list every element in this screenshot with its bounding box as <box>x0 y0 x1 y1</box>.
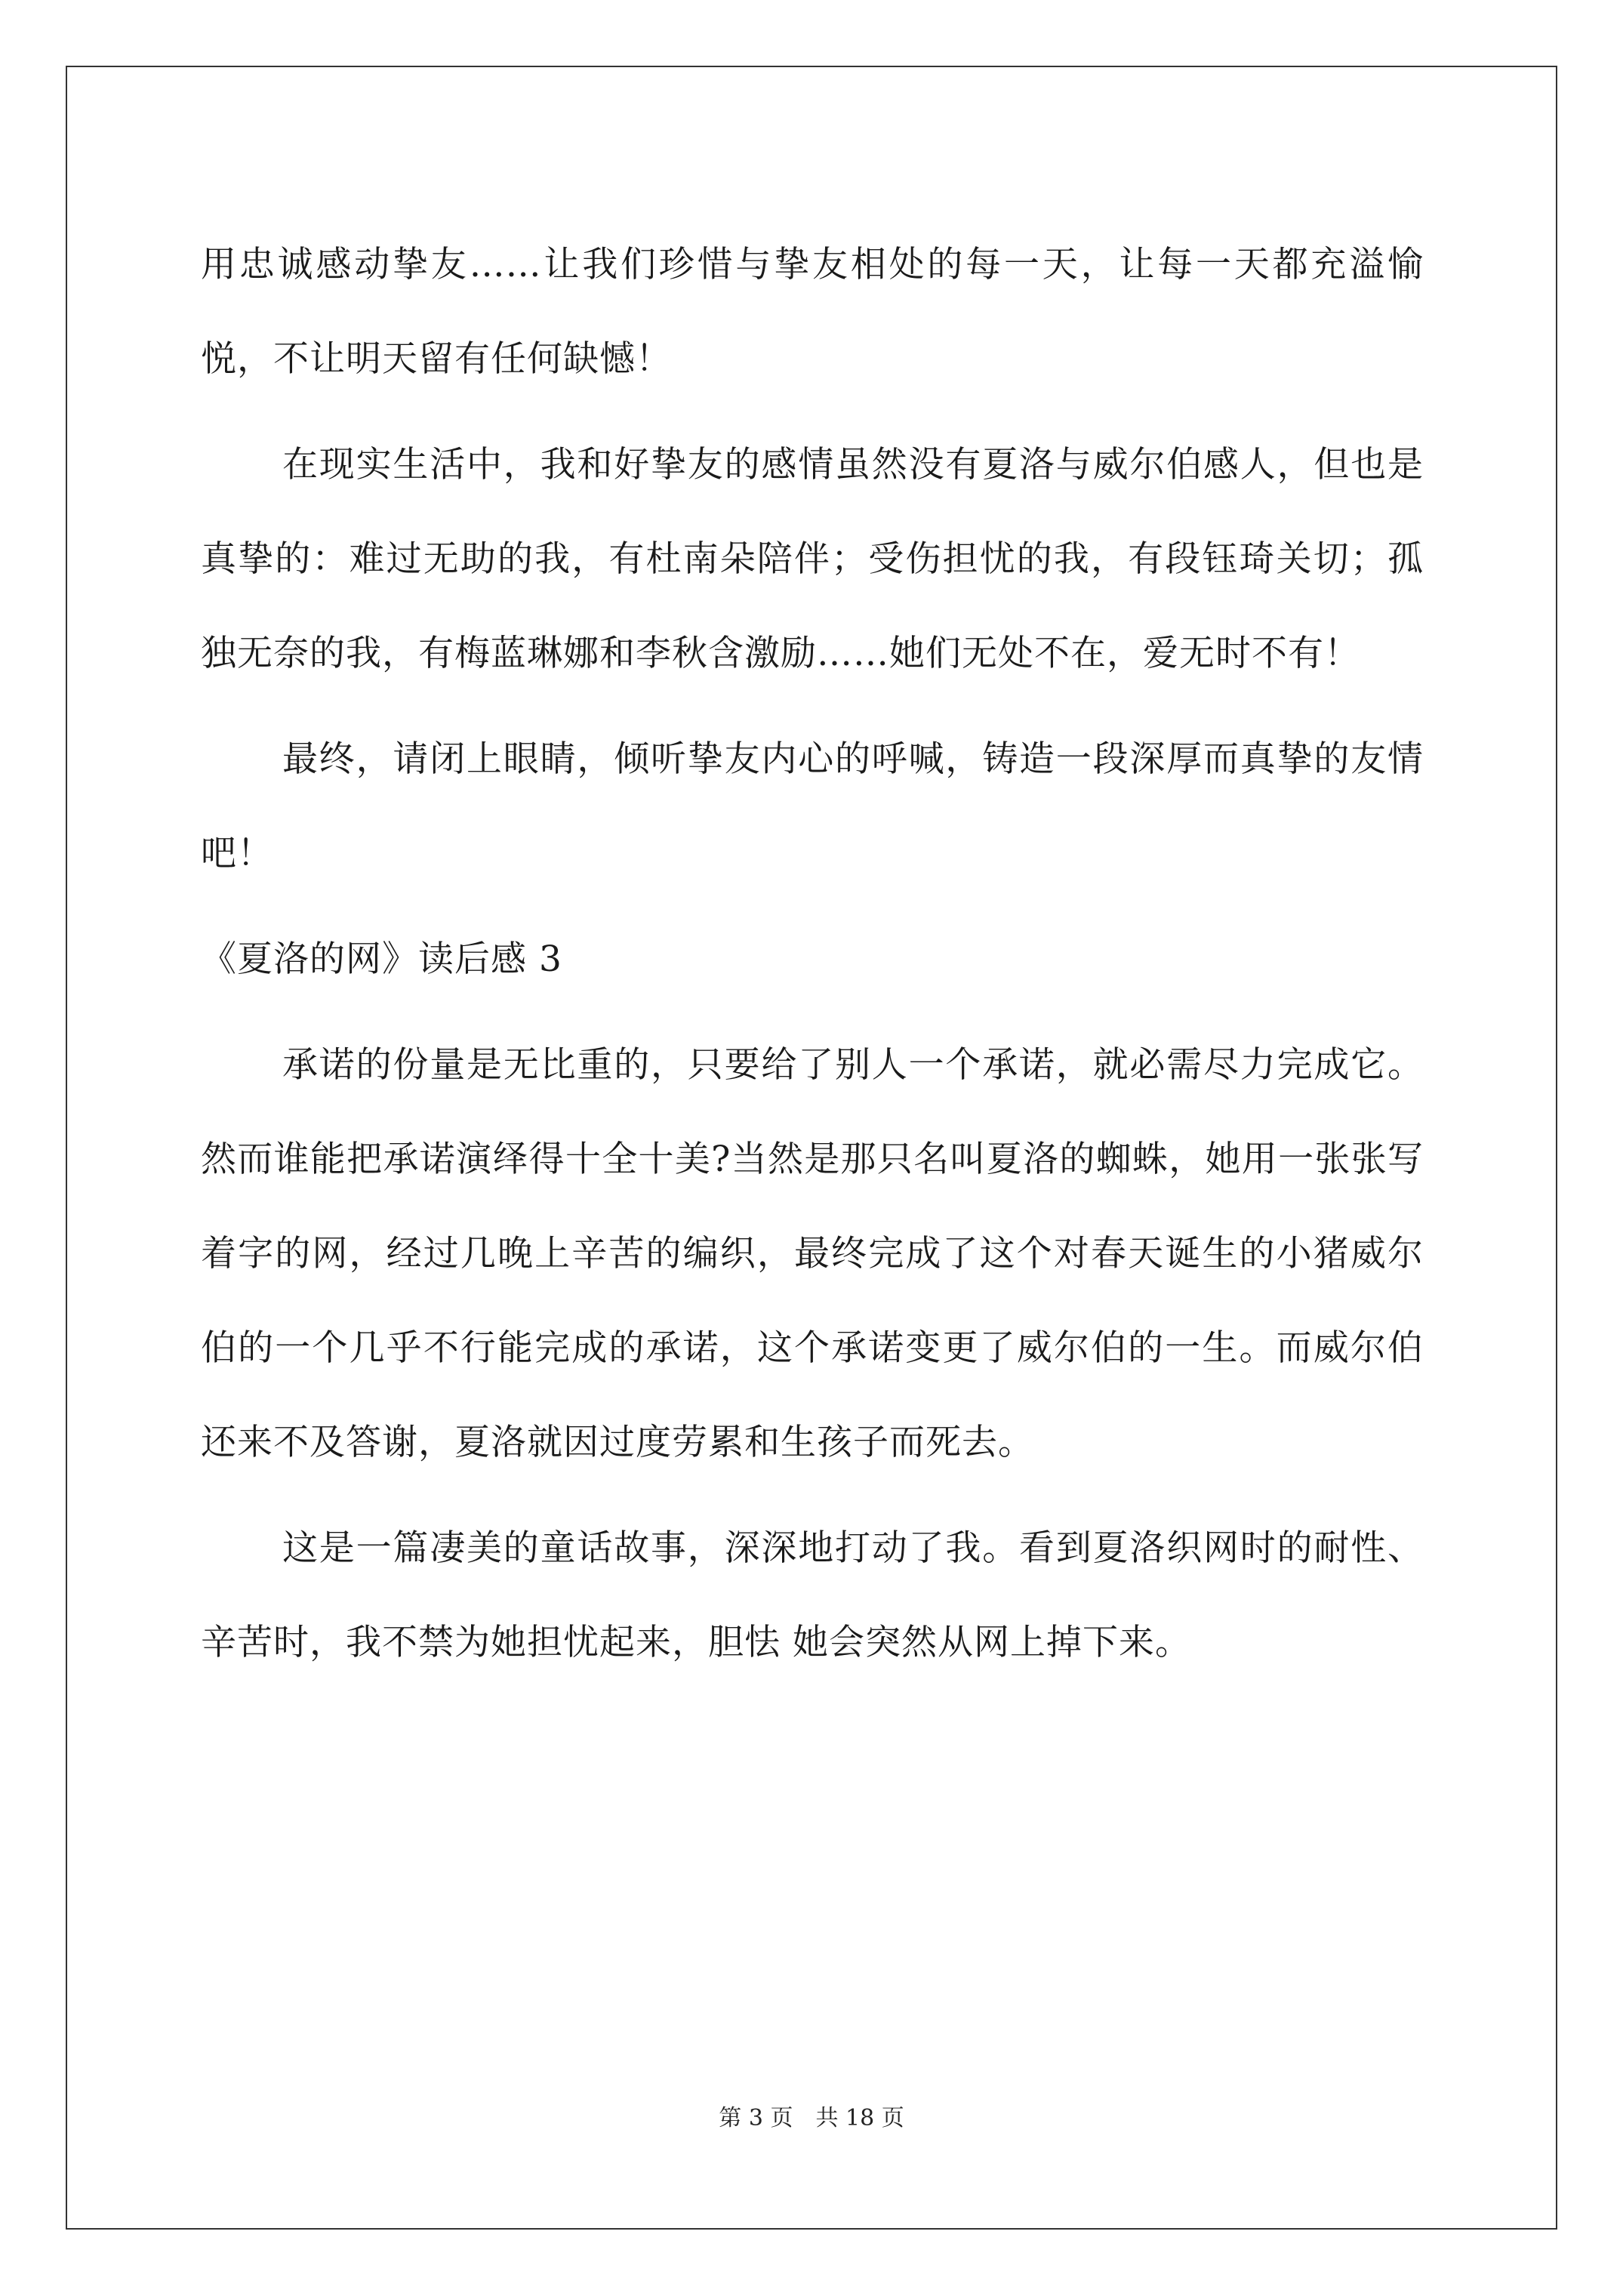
paragraph-2: 在现实生活中，我和好挚友的感情虽然没有夏洛与威尔伯感人，但也是真挚的：难过无助的我，有杜南朵陪伴；受伤担忧的我，有段钰琦关切；孤独无奈的我，有梅蓝琳娜和李秋含激励……她们无处不在，爱无时不有！ <box>201 444 1424 674</box>
paragraph-1: 用忠诚感动挚友……让我们珍惜与挚友相处的每一天，让每一天都充溢愉悦，不让明天留有任何缺憾！ <box>201 244 1424 380</box>
document-body <box>201 217 1424 1701</box>
page-number-footer: 第 3 页 共 18 页 <box>719 2105 904 2131</box>
section-paragraph-1: 承诺的份量是无比重的，只要给了别人一个承诺，就必需尽力完成它。然而谁能把承诺演绎得十全十美?当然是那只名叫夏洛的蜘蛛，她用一张张写着字的网，经过几晚上辛苦的编织，最终完成了这个对春天诞生的小猪威尔伯的一个几乎不行能完成的承诺，这个承诺变更了威尔伯的一生。而威尔伯还来不及答谢，夏洛就因过度劳累和生孩子而死去。 <box>201 1044 1424 1463</box>
paragraph-3: 最终，请闭上眼睛，倾听挚友内心的呼喊，铸造一段深厚而真挚的友情吧！ <box>201 738 1424 874</box>
section-heading: 《夏洛的网》读后感 3 <box>201 938 562 980</box>
section-paragraph-2: 这是一篇凄美的童话故事，深深地打动了我。看到夏洛织网时的耐性、辛苦时，我不禁为她担忧起来，胆怯 她会突然从网上掉下来。 <box>201 1527 1424 1663</box>
